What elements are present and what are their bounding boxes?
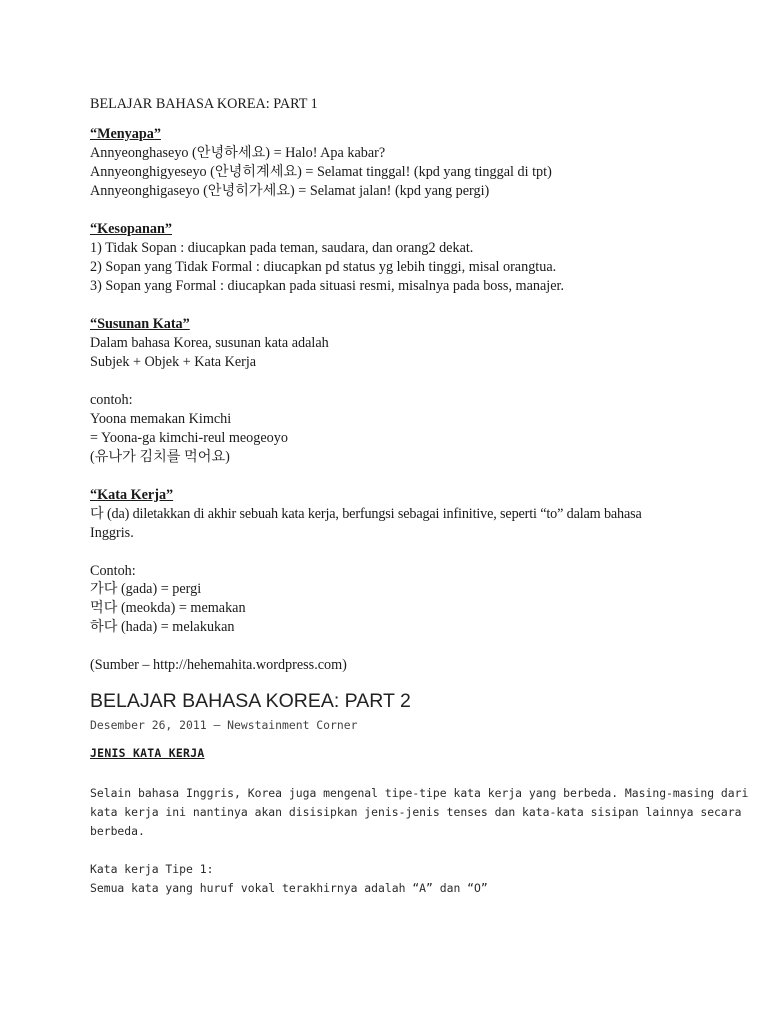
- kata-kerja-line: 다 (da) diletakkan di akhir sebuah kata kerja, berfungsi sebagai infinitive, seperti “to” dalam bahasa: [90, 506, 642, 522]
- susunan-contoh-line: (유나가 김치를 먹어요): [90, 449, 230, 465]
- kesopanan-line: 2) Sopan yang Tidak Formal : diucapkan pd status yg lebih tinggi, misal orangtua.: [90, 259, 557, 275]
- menyapa-line: Annyeonghaseyo (안녕하세요) = Halo! Apa kabar?: [90, 145, 386, 161]
- susunan-contoh-line: Yoona memakan Kimchi: [90, 411, 232, 427]
- menyapa-line: Annyeonghigaseyo (안녕히가세요) = Selamat jalan! (kpd yang pergi): [90, 183, 490, 199]
- part2-paragraph-line: Selain bahasa Inggris, Korea juga mengenal tipe-tipe kata kerja yang berbeda. Masing-masing dari: [90, 786, 749, 800]
- susunan-line: Dalam bahasa Korea, susunan kata adalah: [90, 335, 329, 351]
- kata-kerja-contoh-line: 하다 (hada) = melakukan: [90, 619, 235, 635]
- sumber-link: (Sumber – http://hehemahita.wordpress.com): [90, 657, 347, 673]
- tipe1-description: Semua kata yang huruf vokal terakhirnya adalah “A” dan “O”: [90, 881, 488, 895]
- part2-title: BELAJAR BAHASA KOREA: PART 2: [90, 690, 411, 712]
- susunan-heading: “Susunan Kata”: [90, 316, 190, 332]
- tipe1-label: Kata kerja Tipe 1:: [90, 862, 214, 876]
- part2-paragraph-line: kata kerja ini nantinya akan disisipkan jenis-jenis tenses dan kata-kata sisipan lainnya secara: [90, 805, 742, 819]
- kata-kerja-line: Inggris.: [90, 525, 134, 541]
- kesopanan-heading: “Kesopanan”: [90, 221, 172, 237]
- menyapa-line: Annyeonghigyeseyo (안녕히계세요) = Selamat tinggal! (kpd yang tinggal di tpt): [90, 164, 552, 180]
- kata-kerja-contoh-line: 가다 (gada) = pergi: [90, 581, 202, 597]
- kesopanan-line: 3) Sopan yang Formal : diucapkan pada situasi resmi, misalnya pada boss, manajer.: [90, 278, 564, 294]
- jenis-kata-kerja-heading: JENIS KATA KERJA: [90, 746, 205, 760]
- susunan-contoh-label: contoh:: [90, 392, 133, 408]
- part1-title: BELAJAR BAHASA KOREA: PART 1: [90, 96, 318, 112]
- part2-paragraph-line: berbeda.: [90, 824, 145, 838]
- kesopanan-line: 1) Tidak Sopan : diucapkan pada teman, saudara, dan orang2 dekat.: [90, 240, 474, 256]
- kata-kerja-contoh-line: 먹다 (meokda) = memakan: [90, 600, 246, 616]
- susunan-contoh-line: = Yoona-ga kimchi-reul meogeoyo: [90, 430, 288, 446]
- susunan-line: Subjek + Objek + Kata Kerja: [90, 354, 257, 370]
- kata-kerja-heading: “Kata Kerja”: [90, 487, 174, 503]
- menyapa-heading: “Menyapa”: [90, 126, 161, 142]
- part2-byline: Desember 26, 2011 — Newstainment Corner: [90, 718, 358, 732]
- kata-kerja-contoh-label: Contoh:: [90, 563, 136, 579]
